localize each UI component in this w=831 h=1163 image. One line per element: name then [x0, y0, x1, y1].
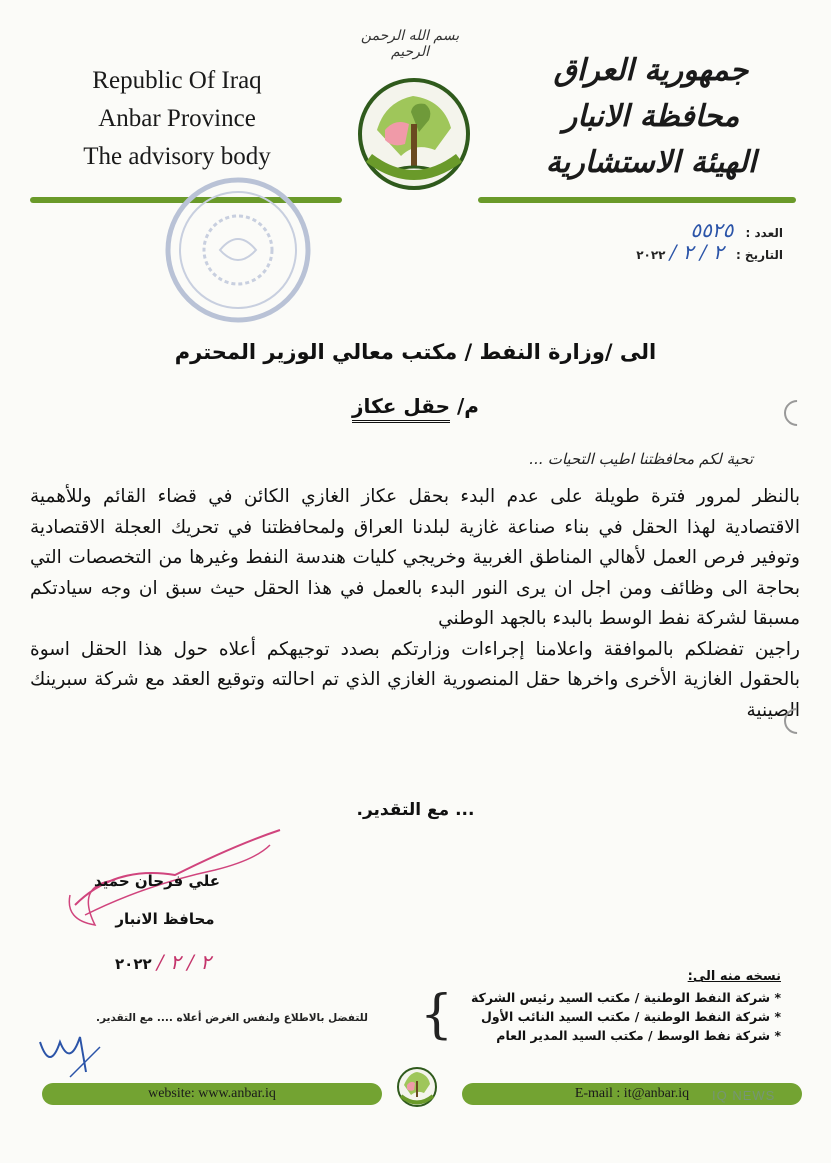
subject-prefix: م/: [456, 394, 479, 418]
footer-email[interactable]: E-mail : it@anbar.iq: [574, 1086, 690, 1101]
subject-line: [0, 394, 831, 418]
header-english: [62, 62, 292, 176]
footer-website[interactable]: website: www.anbar.iq: [148, 1086, 276, 1101]
signature-date-year: ٢٠٢٢: [115, 955, 152, 973]
reference-number-row: [636, 218, 783, 240]
header-arabic: [521, 48, 781, 186]
copies-heading: نسخه منه الى:: [687, 969, 781, 984]
reference-date-label: التاريخ :: [735, 248, 783, 262]
watermark: IQ NEWS: [712, 1088, 776, 1103]
anbar-emblem-logo: [355, 72, 473, 190]
greeting: تحية لكم محافظتنا اطيب التحيات ...: [528, 450, 753, 468]
footer-website-bar: [42, 1083, 382, 1105]
body-paragraph: راجين تفضلكم بالموافقة واعلامنا إجراءات وزارتكم بصدد توجيهكم أعلاه حول هذا الحقل اسوة بالحقول الغازية الأخرى واخرها حقل المنصورية الغازي الذي تم احالته وتوقيع العقد مع شركة سبرينك الصينية: [30, 638, 800, 721]
reference-number-label: العدد :: [745, 226, 783, 240]
reference-date-year: ٢٠٢٢: [636, 248, 666, 262]
copies-item: * شركة النفط الوطنية / مكتب السيد رئيس الشركة: [470, 990, 781, 1005]
signatory-name: علي فرحان حميد: [93, 872, 221, 890]
reference-date-handwritten: ٢ / ٢ /: [669, 240, 724, 264]
reference-number-value: ٥٥٢٥: [690, 218, 734, 242]
copies-item: * شركة النفط الوطنية / مكتب السيد النائب الأول: [481, 1009, 781, 1024]
copies-note: للتفضل بالاطلاع ولنفس الغرض أعلاه .... مع التقدير.: [96, 1012, 368, 1024]
initials-mark: [30, 1022, 110, 1082]
basmala: بسم الله الرحمن الرحيم: [360, 28, 460, 60]
addressee: الى /وزارة النفط / مكتب معالي الوزير المحترم: [174, 340, 657, 364]
footer-emblem-logo: [395, 1063, 439, 1113]
reference-date-row: [636, 240, 783, 262]
header-arabic-line: الهيئة الاستشارية: [545, 145, 757, 180]
header-english-line: The advisory body: [83, 143, 271, 170]
copies-item: * شركة نفط الوسط / مكتب السيد المدير العام: [496, 1028, 781, 1043]
signature-date-handwritten: ٢ / ٢ /: [156, 950, 211, 974]
reference-block: [636, 218, 783, 262]
header-divider-right: [478, 197, 796, 203]
header-arabic-line: جمهورية العراق: [553, 53, 749, 88]
signature-date: [88, 950, 238, 974]
closing-line: ... مع التقدير.: [356, 800, 475, 820]
subject-text: حقل عكاز: [352, 394, 450, 423]
header-english-line: Anbar Province: [98, 105, 256, 132]
header-english-line: Republic Of Iraq: [92, 67, 262, 94]
body-paragraph: بالنظر لمرور فترة طويلة على عدم البدء بحقل عكاز الغازي الكائن في قضاء القائم وللأهمية الاقتصادية لهذا الحقل في بناء صناعة غازية لبلدنا العراق ولمحافظتنا في تحريك العجلة الاقتصادية وتوفير فرص العمل لأهالي المناطق الغربية وخريجي كليات هندسة النفط وغيرها من التخصصات التي بحاجة الى وظائف ومن اجل ان يرى النور البدء بالعمل في هذا الحقل حيث سبق ان وجه سيادتكم مسبقا لشركة نفط الوسط بالبدء بالجهد الوطني: [30, 486, 800, 629]
official-stamp: [158, 170, 318, 330]
header-arabic-line: محافظة الانبار: [562, 99, 740, 134]
copies-block: [471, 967, 781, 1045]
copies-brace: {: [420, 985, 454, 1045]
letter-body: [30, 482, 800, 726]
signatory-title: محافظ الانبار: [115, 910, 215, 928]
